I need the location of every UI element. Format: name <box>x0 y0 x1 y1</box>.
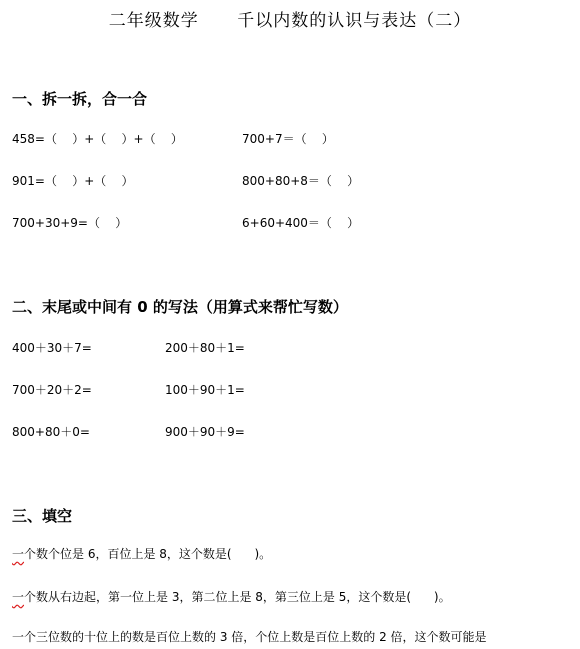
section-3-heading: 三、填空 <box>12 507 73 525</box>
s2-left-item-1: 400＋30＋7= <box>12 341 92 355</box>
s3-q2-text: 个数从右边起，第一位上是 3，第二位上是 8，第三位上是 5，这个数是( )。 <box>24 590 451 604</box>
s3-q1-first-char: 一 <box>12 547 25 561</box>
s1-left-item-3: 700+30+9=（ ） <box>12 216 128 230</box>
s2-right-item-1: 200＋80＋1= <box>165 341 245 355</box>
s3-question-3: 一个三位数的十位上的数是百位上数的 3 倍，个位上数是百位上数的 2 倍，这个数可能是 <box>12 630 487 644</box>
s1-left-item-2: 901=（ ）+（ ） <box>12 174 134 188</box>
s3-question-1 <box>12 545 271 562</box>
s3-q2-first-char: 一 <box>12 590 25 604</box>
worksheet-title: 二年级数学 千以内数的认识与表达（二） <box>108 11 472 31</box>
s1-right-item-2: 800+80+8＝（ ） <box>242 174 360 188</box>
s2-right-item-2: 100＋90＋1= <box>165 383 245 397</box>
s2-left-item-3: 800+80＋0= <box>12 425 90 439</box>
s1-left-item-1: 458=（ ）+（ ）+（ ） <box>12 132 183 146</box>
section-1-heading: 一、拆一拆，合一合 <box>12 90 148 108</box>
section-2-heading: 二、末尾或中间有 0 的写法（用算式来帮忙写数） <box>12 298 348 316</box>
s2-left-item-2: 700＋20＋2= <box>12 383 92 397</box>
s2-right-item-3: 900＋90＋9= <box>165 425 245 439</box>
s3-question-2 <box>12 588 451 605</box>
s1-right-item-1: 700+7＝（ ） <box>242 132 334 146</box>
s3-q1-text: 个数个位是 6，百位上是 8，这个数是( )。 <box>24 547 272 561</box>
s1-right-item-3: 6+60+400＝（ ） <box>242 216 360 230</box>
